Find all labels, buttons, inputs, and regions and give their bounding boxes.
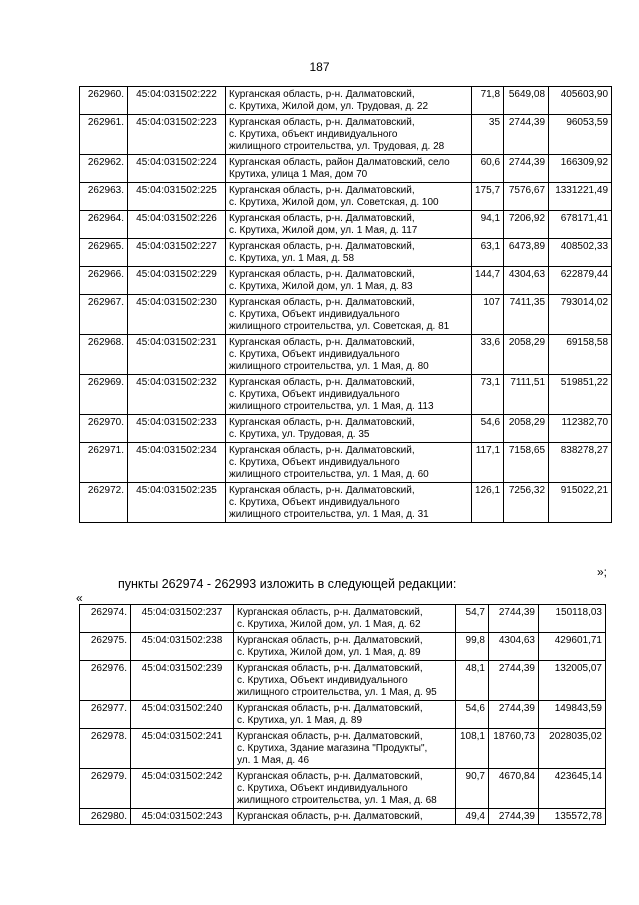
- address-line: с. Крутиха, Объект индивидуального: [229, 389, 400, 400]
- table-row: [80, 661, 606, 701]
- address-cell: [226, 415, 472, 443]
- area-cell: 54,6: [472, 415, 504, 443]
- cadastral-value-cell: 678171,41: [549, 211, 612, 239]
- address-line: с. Крутиха, Объект индивидуального: [229, 349, 400, 360]
- area-cell: 126,1: [472, 483, 504, 523]
- address-cell: [234, 809, 456, 825]
- address-line: Курганская область, р-н. Далматовский,: [229, 485, 415, 496]
- address-line: с. Крутиха, Жилой дом, ул. 1 Мая, д. 62: [237, 619, 421, 630]
- cadastral-number-cell: 45:04:031502:238: [131, 633, 234, 661]
- rate-cell: 2744,39: [489, 701, 539, 729]
- cadastral-number-cell: 45:04:031502:226: [128, 211, 226, 239]
- row-number-cell: 262968.: [80, 335, 128, 375]
- address-cell: [226, 483, 472, 523]
- cadastral-number-cell: 45:04:031502:241: [131, 729, 234, 769]
- cadastral-number-cell: 45:04:031502:233: [128, 415, 226, 443]
- address-cell: [226, 87, 472, 115]
- address-line: Курганская область, район Далматовский, село: [229, 157, 450, 168]
- table-row: [80, 87, 612, 115]
- cadastral-number-cell: 45:04:031502:232: [128, 375, 226, 415]
- cadastral-number-cell: 45:04:031502:227: [128, 239, 226, 267]
- address-line: Курганская область, р-н. Далматовский,: [229, 241, 415, 252]
- cadastral-value-cell: 519851,22: [549, 375, 612, 415]
- address-cell: [226, 155, 472, 183]
- table-row: [80, 375, 612, 415]
- address-line: с. Крутиха, Здание магазина "Продукты",: [237, 743, 428, 754]
- cadastral-value-cell: 2028035,02: [539, 729, 606, 769]
- cadastral-number-cell: 45:04:031502:223: [128, 115, 226, 155]
- instruction-text: пункты 262974 - 262993 изложить в следующей редакции:: [118, 577, 457, 591]
- cadastral-value-cell: 429601,71: [539, 633, 606, 661]
- address-line: Курганская область, р-н. Далматовский,: [229, 89, 415, 100]
- cadastral-number-cell: 45:04:031502:230: [128, 295, 226, 335]
- table-row: [80, 443, 612, 483]
- table-row: [80, 335, 612, 375]
- opening-quote: «: [76, 591, 83, 605]
- area-cell: 108,1: [456, 729, 489, 769]
- address-cell: [234, 769, 456, 809]
- rate-cell: 7158,65: [504, 443, 549, 483]
- address-line: с. Крутиха, Жилой дом, ул. Советская, д. 100: [229, 197, 439, 208]
- address-line: Курганская область, р-н. Далматовский,: [237, 635, 423, 646]
- row-number-cell: 262962.: [80, 155, 128, 183]
- area-cell: 73,1: [472, 375, 504, 415]
- rate-cell: 2058,29: [504, 335, 549, 375]
- address-line: с. Крутиха, Жилой дом, ул. 1 Мая, д. 117: [229, 225, 418, 236]
- row-number-cell: 262969.: [80, 375, 128, 415]
- address-line: с. Крутиха, Объект индивидуального: [237, 783, 408, 794]
- address-cell: [226, 295, 472, 335]
- area-cell: 33,6: [472, 335, 504, 375]
- rate-cell: 4670,84: [489, 769, 539, 809]
- area-cell: 60,6: [472, 155, 504, 183]
- rate-cell: 5649,08: [504, 87, 549, 115]
- cadastral-value-cell: 150118,03: [539, 605, 606, 633]
- address-cell: [226, 115, 472, 155]
- address-line: с. Крутиха, Жилой дом, ул. 1 Мая, д. 89: [237, 647, 421, 658]
- row-number-cell: 262974.: [80, 605, 131, 633]
- address-line: Курганская область, р-н. Далматовский,: [229, 185, 415, 196]
- row-number-cell: 262963.: [80, 183, 128, 211]
- cadastral-number-cell: 45:04:031502:242: [131, 769, 234, 809]
- address-line: Курганская область, р-н. Далматовский,: [229, 445, 415, 456]
- area-cell: 94,1: [472, 211, 504, 239]
- cadastral-value-cell: 132005,07: [539, 661, 606, 701]
- rate-cell: 2744,39: [504, 115, 549, 155]
- row-number-cell: 262976.: [80, 661, 131, 701]
- rate-cell: 7206,92: [504, 211, 549, 239]
- row-number-cell: 262979.: [80, 769, 131, 809]
- address-line: с. Крутиха, Объект индивидуального: [229, 457, 400, 468]
- rate-cell: 7576,67: [504, 183, 549, 211]
- address-line: с. Крутиха, Объект индивидуального: [237, 675, 408, 686]
- address-line: жилищного строительства, ул. 1 Мая, д. 60: [229, 469, 429, 480]
- rate-cell: 18760,73: [489, 729, 539, 769]
- area-cell: 99,8: [456, 633, 489, 661]
- address-cell: [226, 211, 472, 239]
- cadastral-number-cell: 45:04:031502:229: [128, 267, 226, 295]
- area-cell: 71,8: [472, 87, 504, 115]
- address-line: Курганская область, р-н. Далматовский,: [229, 117, 415, 128]
- table-row: [80, 605, 606, 633]
- rate-cell: 4304,63: [489, 633, 539, 661]
- area-cell: 35: [472, 115, 504, 155]
- rate-cell: 2744,39: [489, 809, 539, 825]
- table-row: [80, 295, 612, 335]
- address-line: Курганская область, р-н. Далматовский,: [229, 213, 415, 224]
- cadastral-number-cell: 45:04:031502:235: [128, 483, 226, 523]
- table-row: [80, 729, 606, 769]
- area-cell: 54,7: [456, 605, 489, 633]
- table-row: [80, 267, 612, 295]
- address-line: Курганская область, р-н. Далматовский,: [237, 811, 423, 822]
- cadastral-number-cell: 45:04:031502:222: [128, 87, 226, 115]
- cadastral-number-cell: 45:04:031502:231: [128, 335, 226, 375]
- row-number-cell: 262964.: [80, 211, 128, 239]
- table-row: [80, 415, 612, 443]
- area-cell: 49,4: [456, 809, 489, 825]
- address-line: с. Крутиха, Жилой дом, ул. 1 Мая, д. 83: [229, 281, 413, 292]
- row-number-cell: 262967.: [80, 295, 128, 335]
- row-number-cell: 262970.: [80, 415, 128, 443]
- rate-cell: 7411,35: [504, 295, 549, 335]
- address-line: Крутиха, улица 1 Мая, дом 70: [229, 169, 368, 180]
- area-cell: 90,7: [456, 769, 489, 809]
- table-row: [80, 701, 606, 729]
- address-line: с. Крутиха, ул. 1 Мая, д. 58: [229, 253, 355, 264]
- cadastral-number-cell: 45:04:031502:224: [128, 155, 226, 183]
- cadastral-number-cell: 45:04:031502:243: [131, 809, 234, 825]
- address-line: жилищного строительства, ул. Советская, д. 81: [229, 321, 450, 332]
- cadastral-value-cell: 135572,78: [539, 809, 606, 825]
- area-cell: 107: [472, 295, 504, 335]
- table-row: [80, 115, 612, 155]
- address-line: Курганская область, р-н. Далматовский,: [229, 297, 415, 308]
- cadastral-number-cell: 45:04:031502:234: [128, 443, 226, 483]
- address-line: с. Крутиха, ул. 1 Мая, д. 89: [237, 715, 363, 726]
- address-cell: [226, 183, 472, 211]
- address-cell: [226, 267, 472, 295]
- address-line: ул. 1 Мая, д. 46: [237, 755, 310, 766]
- row-number-cell: 262972.: [80, 483, 128, 523]
- address-line: Курганская область, р-н. Далматовский,: [229, 417, 415, 428]
- row-number-cell: 262966.: [80, 267, 128, 295]
- table-row: [80, 483, 612, 523]
- table-row: [80, 769, 606, 809]
- cadastral-value-cell: 915022,21: [549, 483, 612, 523]
- cadastral-value-cell: 96053,59: [549, 115, 612, 155]
- table-row: [80, 633, 606, 661]
- page-number: 187: [309, 60, 330, 74]
- row-number-cell: 262978.: [80, 729, 131, 769]
- table-row: [80, 183, 612, 211]
- address-cell: [226, 375, 472, 415]
- cadastral-number-cell: 45:04:031502:225: [128, 183, 226, 211]
- cadastral-number-cell: 45:04:031502:237: [131, 605, 234, 633]
- cadastral-value-cell: 149843,59: [539, 701, 606, 729]
- cadastral-value-cell: 405603,90: [549, 87, 612, 115]
- address-cell: [226, 335, 472, 375]
- address-line: жилищного строительства, ул. 1 Мая, д. 68: [237, 795, 437, 806]
- rate-cell: 7111,51: [504, 375, 549, 415]
- area-cell: 117,1: [472, 443, 504, 483]
- address-cell: [234, 633, 456, 661]
- cadastral-value-cell: 423645,14: [539, 769, 606, 809]
- address-line: Курганская область, р-н. Далматовский,: [237, 703, 423, 714]
- row-number-cell: 262975.: [80, 633, 131, 661]
- cadastral-value-cell: 838278,27: [549, 443, 612, 483]
- address-line: с. Крутиха, Объект индивидуального: [229, 497, 400, 508]
- row-number-cell: 262965.: [80, 239, 128, 267]
- rate-cell: 2058,29: [504, 415, 549, 443]
- table-row: [80, 155, 612, 183]
- address-cell: [226, 239, 472, 267]
- address-cell: [234, 605, 456, 633]
- address-line: жилищного строительства, ул. 1 Мая, д. 113: [229, 401, 434, 412]
- cadastral-number-cell: 45:04:031502:239: [131, 661, 234, 701]
- address-cell: [234, 701, 456, 729]
- rate-cell: 7256,32: [504, 483, 549, 523]
- address-line: Курганская область, р-н. Далматовский,: [237, 663, 423, 674]
- closing-quote: »;: [597, 565, 608, 579]
- cadastral-number-cell: 45:04:031502:240: [131, 701, 234, 729]
- property-table-1: [79, 86, 612, 523]
- area-cell: 63,1: [472, 239, 504, 267]
- address-cell: [234, 729, 456, 769]
- row-number-cell: 262977.: [80, 701, 131, 729]
- address-line: жилищного строительства, ул. 1 Мая, д. 95: [237, 687, 437, 698]
- cadastral-value-cell: 69158,58: [549, 335, 612, 375]
- address-line: Курганская область, р-н. Далматовский,: [237, 607, 423, 618]
- address-cell: [226, 443, 472, 483]
- rate-cell: 2744,39: [489, 661, 539, 701]
- rate-cell: 6473,89: [504, 239, 549, 267]
- address-line: с. Крутиха, объект индивидуального: [229, 129, 398, 140]
- row-number-cell: 262960.: [80, 87, 128, 115]
- row-number-cell: 262971.: [80, 443, 128, 483]
- rate-cell: 2744,39: [489, 605, 539, 633]
- address-line: Курганская область, р-н. Далматовский,: [229, 377, 415, 388]
- cadastral-value-cell: 793014,02: [549, 295, 612, 335]
- cadastral-value-cell: 112382,70: [549, 415, 612, 443]
- property-table-2: [79, 604, 606, 825]
- rate-cell: 2744,39: [504, 155, 549, 183]
- address-line: Курганская область, р-н. Далматовский,: [237, 731, 423, 742]
- area-cell: 54,6: [456, 701, 489, 729]
- address-line: жилищного строительства, ул. 1 Мая, д. 80: [229, 361, 429, 372]
- row-number-cell: 262961.: [80, 115, 128, 155]
- address-line: Курганская область, р-н. Далматовский,: [237, 771, 423, 782]
- area-cell: 48,1: [456, 661, 489, 701]
- cadastral-value-cell: 1331221,49: [549, 183, 612, 211]
- cadastral-value-cell: 622879,44: [549, 267, 612, 295]
- address-line: жилищного строительства, ул. Трудовая, д. 28: [229, 141, 445, 152]
- table-row: [80, 211, 612, 239]
- address-line: Курганская область, р-н. Далматовский,: [229, 337, 415, 348]
- row-number-cell: 262980.: [80, 809, 131, 825]
- address-line: Курганская область, р-н. Далматовский,: [229, 269, 415, 280]
- area-cell: 175,7: [472, 183, 504, 211]
- address-line: жилищного строительства, ул. 1 Мая, д. 31: [229, 509, 429, 520]
- cadastral-value-cell: 408502,33: [549, 239, 612, 267]
- area-cell: 144,7: [472, 267, 504, 295]
- address-line: с. Крутиха, Жилой дом, ул. Трудовая, д. 22: [229, 101, 429, 112]
- address-cell: [234, 661, 456, 701]
- rate-cell: 4304,63: [504, 267, 549, 295]
- table-row: [80, 809, 606, 825]
- table-row: [80, 239, 612, 267]
- address-line: с. Крутиха, Объект индивидуального: [229, 309, 400, 320]
- address-line: с. Крутиха, ул. Трудовая, д. 35: [229, 429, 370, 440]
- cadastral-value-cell: 166309,92: [549, 155, 612, 183]
